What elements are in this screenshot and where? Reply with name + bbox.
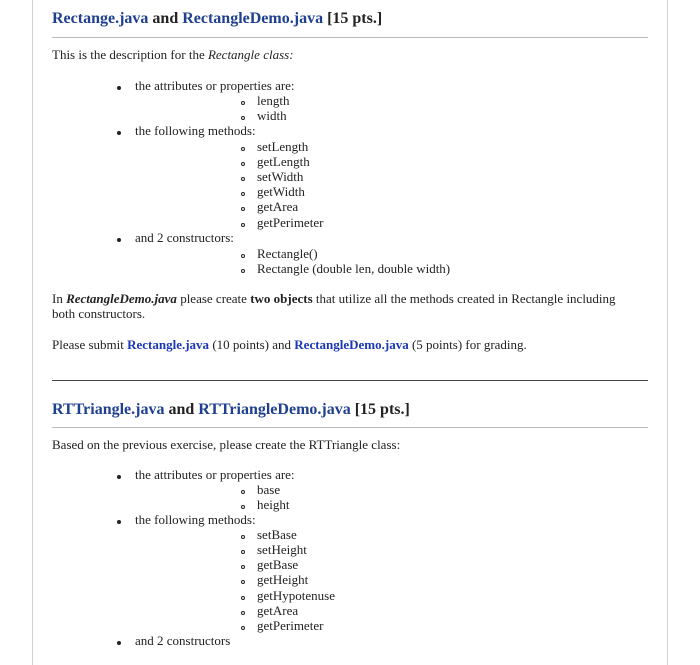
sub-bullet [241,550,245,554]
sub-bullet [241,116,245,120]
submit-instructions [52,337,527,353]
attribute-item: length [257,93,290,108]
title-points: [15 pts.] [350,401,410,418]
title-and: and [148,10,183,27]
method-item: setLength [257,139,309,154]
sub-bullet [241,162,245,166]
demo-instructions-line2: both constructors. [52,306,146,321]
title-demo-name: RTTriangleDemo.java [198,401,351,418]
methods-label: the following methods: [135,123,256,138]
bullet-dot [117,238,121,242]
section2-intro: Based on the previous exercise, please create the RTTriangle class: [52,437,401,452]
title-underline [52,427,648,428]
attributes-label: the attributes or properties are: [135,467,295,482]
title-points: [15 pts.] [323,10,383,27]
method-item: getBase [257,557,299,572]
sub-bullet [241,147,245,151]
demo-emphasis: two objects [250,291,313,306]
submit-file: Rectangle.java [127,337,210,352]
section2-title [52,401,410,419]
sub-bullet [241,101,245,105]
bullet-dot [117,475,121,479]
method-item: getWidth [257,184,305,199]
demo-text: that utilize all the methods created in Rectangle including [312,291,616,306]
demo-text: please create [176,291,251,306]
sub-bullet [241,505,245,509]
method-item: getHypotenuse [257,588,335,603]
sub-bullet [241,565,245,569]
intro-text: This is the description for the [52,47,208,62]
demo-file: RectangleDemo.java [66,291,177,306]
sub-bullet [241,580,245,584]
method-item: getArea [257,603,299,618]
constructor-item: Rectangle() [257,246,318,261]
page-right-border [667,0,668,665]
sub-bullet [241,254,245,258]
intro-class: Rectangle class: [207,47,294,62]
method-item: setHeight [257,542,307,557]
attributes-label: the attributes or properties are: [135,78,295,93]
sub-bullet [241,192,245,196]
title-class-name: RTTriangle.java [52,401,165,418]
demo-text: In [52,291,67,306]
sub-bullet [241,535,245,539]
sub-bullet [241,177,245,181]
method-item: getArea [257,199,299,214]
method-item: getLength [257,154,310,169]
method-item: setBase [257,527,297,542]
demo-instructions [52,291,616,307]
sub-bullet [241,490,245,494]
title-class-name: Rectange.java [52,10,149,27]
page-left-border [32,0,33,665]
sub-bullet [241,611,245,615]
bullet-dot [117,641,121,645]
method-item: getPerimeter [257,215,324,230]
sub-bullet [241,269,245,273]
method-item: setWidth [257,169,304,184]
submit-file: RectangleDemo.java [294,337,409,352]
section1-title [52,10,382,28]
constructors-label: and 2 constructors: [135,230,234,245]
sub-bullet [241,207,245,211]
submit-text: (10 points) and [209,337,295,352]
title-underline [52,37,648,38]
attribute-item: base [257,482,281,497]
title-and: and [164,401,199,418]
attribute-item: width [257,108,287,123]
constructor-item: Rectangle (double len, double width) [257,261,451,276]
bullet-dot [117,86,121,90]
sub-bullet [241,626,245,630]
bullet-dot [117,520,121,524]
method-item: getHeight [257,572,309,587]
methods-label: the following methods: [135,512,256,527]
submit-text: Please submit [52,337,128,352]
section-divider [52,380,648,381]
constructors-label: and 2 constructors [135,633,231,648]
attribute-item: height [257,497,290,512]
method-item: getPerimeter [257,618,324,633]
sub-bullet [241,596,245,600]
title-demo-name: RectangleDemo.java [182,10,324,27]
submit-text: (5 points) for grading. [408,337,527,352]
sub-bullet [241,223,245,227]
section1-intro [52,47,294,63]
bullet-dot [117,131,121,135]
